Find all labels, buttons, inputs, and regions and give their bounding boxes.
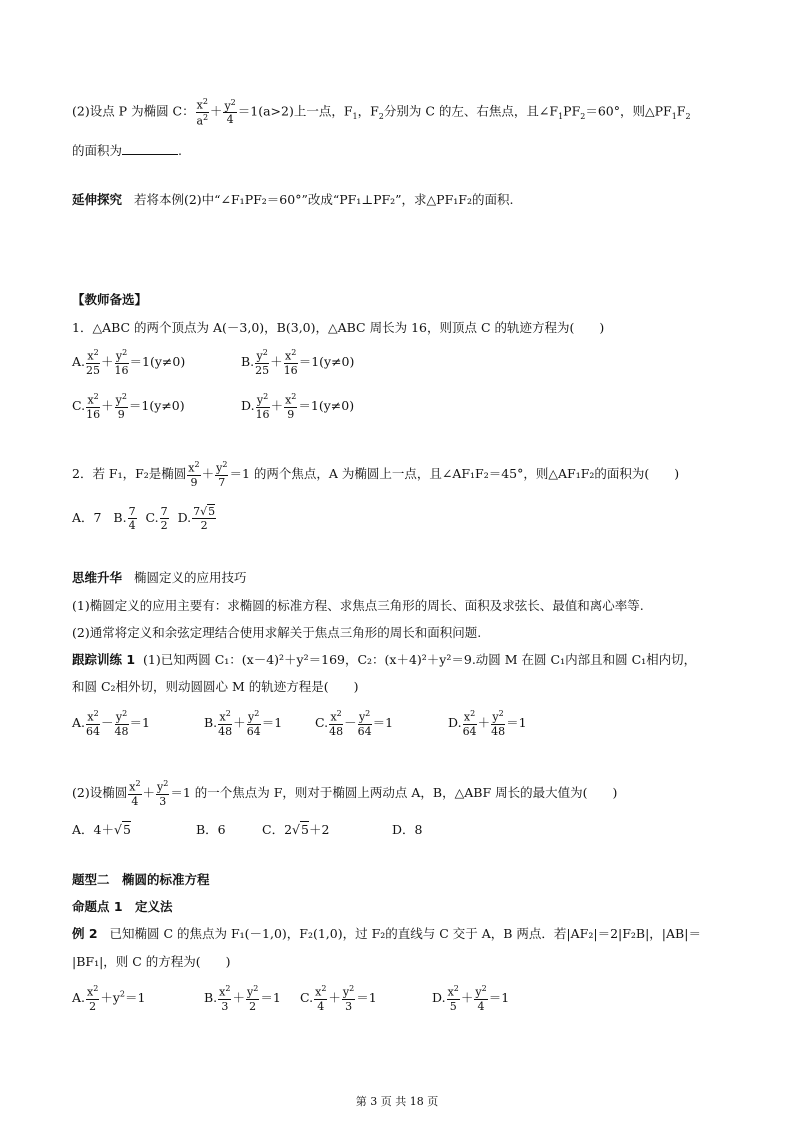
- think-line-1: [72, 597, 644, 615]
- text: D．8: [392, 822, 423, 837]
- text: B．6: [196, 822, 226, 837]
- track-option-c[interactable]: C. $\frac{x^2}{48}$ － $\frac{y^2}{64}$ ＝1: [315, 709, 394, 738]
- text: 椭圆定义的应用技巧: [133, 570, 247, 585]
- text: ，F: [357, 103, 379, 119]
- track-line-1: [72, 651, 696, 669]
- q1-option-a[interactable]: A. $\frac{x^2}{25}$ ＋ $\frac{y^2}{16}$ ＝1(y≠0): [72, 348, 186, 377]
- text: B.: [241, 353, 255, 369]
- text: 1．△ABC 的两个顶点为 A(－3,0)，B(3,0)，△ABC 周长为 16，则顶点 C 的轨迹方程为( ): [72, 320, 605, 335]
- extend-label: 延伸探究: [72, 192, 123, 207]
- text: ＝1 的一个焦点为 F，则对于椭圆上两动点 A，B，△ABF 周长的最大值为( ): [170, 784, 618, 800]
- text: ＋2: [308, 822, 330, 837]
- track-p2-option-b[interactable]: [196, 821, 226, 839]
- ex2-option-d[interactable]: D. $\frac{x^2}{5}$ ＋ $\frac{y^2}{4}$ ＝1: [432, 984, 510, 1013]
- think-heading: [72, 569, 246, 587]
- text: 题型二 椭圆的标准方程: [72, 872, 210, 887]
- fraction: $\frac{x^2}{4}$: [129, 779, 141, 808]
- track-line-2: [72, 678, 359, 696]
- fraction: $\frac{y^2}{16}$: [114, 348, 129, 377]
- track-p2-option-c[interactable]: C．2√5＋2: [262, 822, 330, 837]
- text: (2)设椭圆: [72, 784, 128, 800]
- fraction: $\frac{y^2}{9}$: [115, 392, 127, 421]
- track-option-b[interactable]: B. $\frac{x^2}{48}$ ＋ $\frac{y^2}{64}$ ＝1: [204, 709, 283, 738]
- fraction: $\frac{x^2}{9}$: [285, 392, 297, 421]
- q2-option-a[interactable]: A．7: [72, 510, 102, 525]
- text: PF: [563, 103, 581, 119]
- text: 【教师备选】: [72, 292, 148, 307]
- text: D.: [241, 397, 255, 413]
- track-problem-2: (2)设椭圆 $\frac{x^2}{4}$ ＋ $\frac{y^2}{3}$ ＝1 的一个焦点为 F，则对于椭圆上两动点 A，B，△ABF 周长的最大值为( ): [72, 779, 618, 808]
- text: F: [676, 103, 686, 119]
- text: ＝60°，则△PF: [585, 103, 672, 119]
- text: 2．若 F₁，F₂是椭圆: [72, 465, 187, 481]
- question-2-stem: 2．若 F₁，F₂是椭圆 $\frac{x^2}{9}$ ＋ $\frac{y^2}{7}$ ＝1 的两个焦点，A 为椭圆上一点，且∠AF₁F₂＝45°，则△AF₁F₂的面积为( ): [72, 460, 680, 489]
- text: ＝1(y≠0): [128, 397, 185, 413]
- type2-heading: [72, 871, 210, 889]
- q2-option-d[interactable]: D. $\frac{7√5}{2}$: [177, 505, 216, 532]
- text: C．2: [262, 822, 293, 837]
- problem-2-line1: (2)设点 P 为椭圆 C： $\frac{x^2}{a^2}$ ＋ $\frac{y^2}{4}$ ＝1(a>2)上一点，$F_1$，$F_2$分别为 C 的左、右焦点，且$\angle F_1PF_2=60^\circ$，则$\triangle PF_1F_2$: [72, 97, 691, 128]
- think-line-2: [72, 624, 481, 642]
- text: A．4＋: [72, 822, 114, 837]
- text: |BF₁|，则 C 的方程为( ): [72, 954, 231, 969]
- text: ＝1(a>2)上一点，F: [237, 103, 353, 119]
- text: 的面积为: [72, 143, 123, 158]
- example-label: 例 2: [72, 926, 98, 941]
- text: C.: [72, 397, 86, 413]
- think-label: 思维升华: [72, 570, 123, 585]
- fraction: $\frac{x^2}{9}$: [188, 460, 200, 489]
- text: (1)椭圆定义的应用主要有：求椭圆的标准方程、求焦点三角形的周长、面积及求弦长、最值和离心率等.: [72, 598, 644, 613]
- fraction: $\frac{y^2}{7}$: [216, 460, 228, 489]
- q1-option-d[interactable]: D. $\frac{y^2}{16}$ ＋ $\frac{x^2}{9}$ ＝1(y≠0): [241, 392, 355, 421]
- text: ＝1(y≠0): [129, 353, 186, 369]
- fraction: $\frac{x^2}{16}$: [86, 392, 101, 421]
- track-option-a[interactable]: A. $\frac{x^2}{64}$ － $\frac{y^2}{48}$ ＝1: [72, 709, 150, 738]
- track-p2-option-a[interactable]: A．4＋√5: [72, 822, 131, 837]
- text: 已知椭圆 C 的焦点为 F₁(－1,0)，F₂(1,0)，过 F₂的直线与 C 交于 A，B 两点．若|AF₂|＝2|F₂B|，|AB|＝: [109, 926, 701, 941]
- q2-option-b[interactable]: B. $\frac{7}{4}$: [113, 505, 136, 532]
- ex2-option-c[interactable]: C. $\frac{x^2}{4}$ ＋ $\frac{y^2}{3}$ ＝1: [300, 984, 377, 1013]
- question-1-stem: [72, 319, 604, 337]
- text: 和圆 C₂相外切，则动圆圆心 M 的轨迹方程是( ): [72, 679, 359, 694]
- track-option-d[interactable]: D. $\frac{x^2}{64}$ ＋ $\frac{y^2}{48}$ ＝1: [448, 709, 527, 738]
- problem-2-line2: [72, 142, 182, 160]
- text: ＝1 的两个焦点，A 为椭圆上一点，且∠AF₁F₂＝45°，则△AF₁F₂的面积为( ): [229, 465, 680, 481]
- fraction: $\frac{x^2}{a^2}$: [196, 97, 209, 128]
- q1-option-c[interactable]: C. $\frac{x^2}{16}$ ＋ $\frac{y^2}{9}$ ＝1(y≠0): [72, 392, 185, 421]
- example-2-line1: [72, 925, 701, 943]
- fraction: $\frac{y^2}{25}$: [255, 348, 270, 377]
- fraction: $\frac{x^2}{16}$: [283, 348, 298, 377]
- text: A.: [72, 353, 86, 369]
- text: ＝1(y≠0): [298, 397, 355, 413]
- text: (2)通常将定义和余弦定理结合使用求解关于焦点三角形的周长和面积问题.: [72, 625, 482, 640]
- track-label: 跟踪训练 1: [72, 652, 136, 667]
- q2-options: [72, 506, 217, 531]
- fraction: $\frac{y^2}{4}$: [224, 97, 236, 127]
- text: 若将本例(2)中“∠F₁PF₂＝60°”改成“PF₁⊥PF₂”，求△PF₁F₂的面积.: [133, 192, 514, 207]
- teacher-section-label: [72, 291, 147, 309]
- example-2-line2: [72, 953, 231, 971]
- q1-option-b[interactable]: B. $\frac{y^2}{25}$ ＋ $\frac{x^2}{16}$ ＝1(y≠0): [241, 348, 355, 377]
- text: 分别为 C 的左、右焦点，且∠F: [383, 103, 559, 119]
- track-p2-option-d[interactable]: [392, 821, 422, 839]
- point1-heading: [72, 898, 173, 916]
- text: (1)已知两圆 C₁：(x－4)²＋y²＝169，C₂：(x＋4)²＋y²＝9.动圆 M 在圆 C₁内部且和圆 C₁相内切，: [143, 652, 697, 667]
- page-footer: 第 3 页 共 18 页: [355, 1095, 439, 1108]
- text: (2)设点 P 为椭圆 C：: [72, 103, 195, 119]
- ex2-option-b[interactable]: B. $\frac{x^2}{3}$ ＋ $\frac{y^2}{2}$ ＝1: [204, 984, 281, 1013]
- answer-blank[interactable]: [122, 142, 178, 155]
- q2-option-c[interactable]: C. $\frac{7}{2}$: [145, 505, 168, 532]
- fraction: $\frac{y^2}{3}$: [157, 779, 169, 808]
- ex2-option-a[interactable]: A. $\frac{x^2}{2}$ $+y^2=1$: [72, 984, 146, 1013]
- text: ＝1(y≠0): [298, 353, 355, 369]
- fraction: $\frac{x^2}{25}$: [86, 348, 101, 377]
- text: 命题点 1 定义法: [72, 899, 173, 914]
- fraction: $\frac{y^2}{16}$: [255, 392, 270, 421]
- extend-explore: [72, 191, 513, 209]
- text: .: [178, 143, 182, 158]
